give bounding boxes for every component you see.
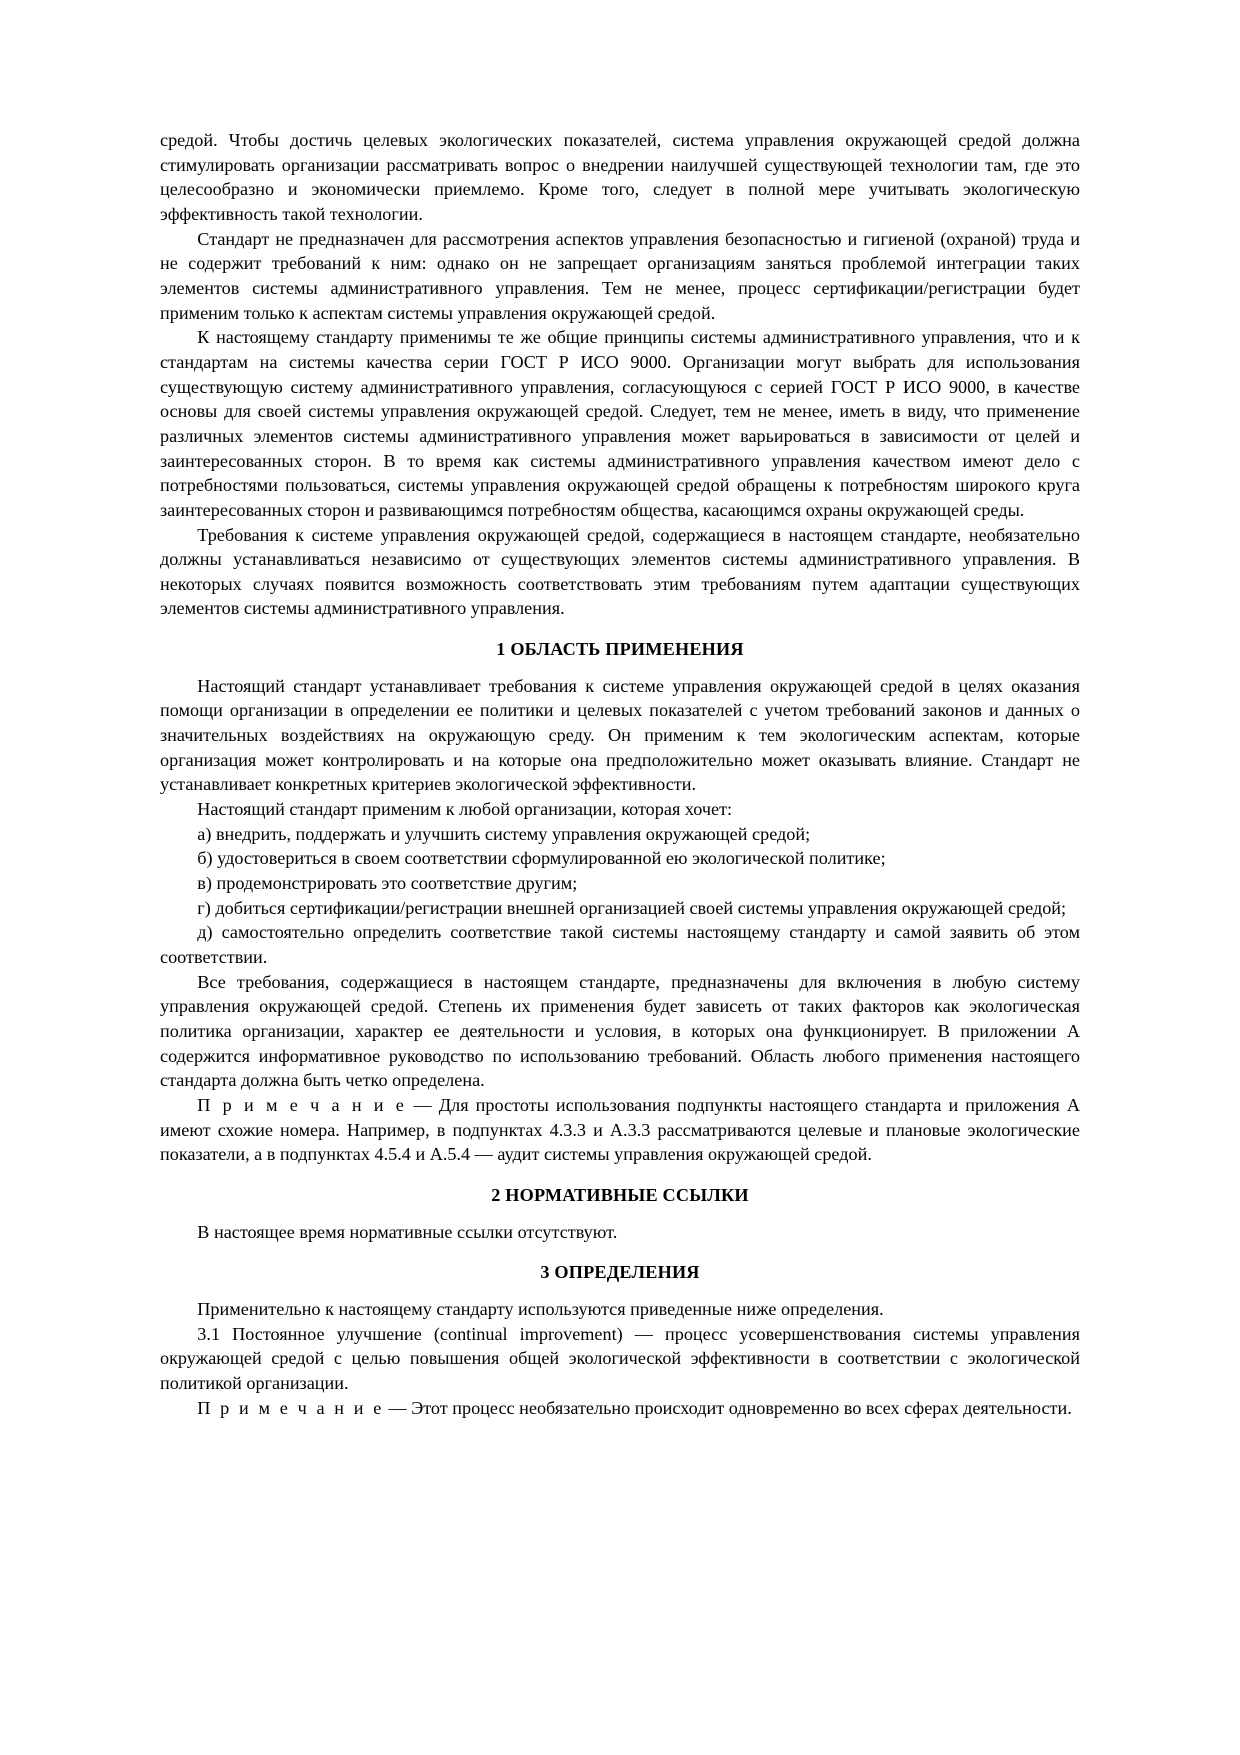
paragraph: К настоящему стандарту применимы те же общие принципы системы административного управления, что и к стандартам на системы качества серии ГОСТ Р ИСО 9000. Организации могут выбрать для использования существующую систему административного управления, согласующуюся с серией ГОСТ Р ИСО 9000, в качестве основы для своей системы управления окружающей средой. Следует, тем не менее, иметь в виду, что применение различных элементов системы административного управления может варьироваться в зависимости от целей и заинтересованных сторон. В то время как системы административного управления качеством имеют дело с потребностями пользоваться, системы управления окружающей средой обращены к потребностям широкого круга заинтересованных сторон и развивающимся потребностям общества, касающимся охраны окружающей среды. <box>160 327 1080 520</box>
document-body <box>160 128 1080 1420</box>
list-item: а) внедрить, поддержать и улучшить систему управления окружающей средой; <box>197 823 811 844</box>
section-heading-normative-refs: 2 НОРМАТИВНЫЕ ССЫЛКИ <box>491 1184 749 1205</box>
section-heading-definitions: 3 ОПРЕДЕЛЕНИЯ <box>540 1262 700 1283</box>
note-label: П р и м е ч а н и е <box>197 1397 384 1418</box>
paragraph: Настоящий стандарт устанавливает требования к системе управления окружающей средой в целях оказания помощи организации в определении ее политики и целевых показателей с учетом требований законов и данных о значительных воздействиях на окружающую среду. Он применим к тем экологическим аспектам, которые организация может контролировать и на которые она предположительно может оказывать влияние. Стандарт не устанавливает конкретных критериев экологической эффективности. <box>160 675 1080 795</box>
paragraph: 3.1 Постоянное улучшение (continual improvement) — процесс усовершенствования системы управления окружающей средой с целью повышения общей экологической эффективности в соответствии с экологической политикой организации. <box>160 1323 1080 1393</box>
list-item: в) продемонстрировать это соответствие другим; <box>197 873 578 894</box>
note-text: — Для простоты использования подпункты настоящего стандарта и приложения А имеют схожие номера. Например, в подпунктах 4.3.3 и А.3.3 рассматриваются целевые и плановые экологические показатели, а в подпунктах 4.5.4 и А.5.4 — аудит системы управления окружающей средой. <box>160 1094 1080 1165</box>
list-item: д) самостоятельно определить соответствие такой системы настоящему стандарту и самой заявить об этом соответствии. <box>160 922 1080 967</box>
paragraph: В настоящее время нормативные ссылки отсутствуют. <box>197 1221 618 1242</box>
note-text: — Этот процесс необязательно происходит одновременно во всех сферах деятельности. <box>383 1397 1072 1418</box>
section-heading-scope: 1 ОБЛАСТЬ ПРИМЕНЕНИЯ <box>496 639 744 660</box>
paragraph: Настоящий стандарт применим к любой организации, которая хочет: <box>197 799 733 820</box>
paragraph: Требования к системе управления окружающей средой, содержащиеся в настоящем стандарте, необязательно должны устанавливаться независимо от существующих элементов системы административного управления. В некоторых случаях появится возможность соответствовать этим требованиям путем адаптации существующих элементов системы административного управления. <box>160 524 1080 619</box>
paragraph: средой. Чтобы достичь целевых экологических показателей, система управления окружающей средой должна стимулировать организации рассматривать вопрос о внедрении наилучшей существующей технологии там, где это целесообразно и экономически приемлемо. Кроме того, следует в полной мере учитывать экологическую эффективность такой технологии. <box>160 130 1080 224</box>
note <box>160 1093 1080 1167</box>
note <box>160 1396 1080 1421</box>
paragraph: Стандарт не предназначен для рассмотрения аспектов управления безопасностью и гигиеной (охраной) труда и не содержит требований к ним: однако он не запрещает организациям заняться проблемой интеграции таких элементов системы административного управления. Тем не менее, процесс сертификации/регистрации будет применим только к аспектам системы управления окружающей средой. <box>160 228 1080 323</box>
paragraph: Все требования, содержащиеся в настоящем стандарте, предназначены для включения в любую систему управления окружающей средой. Степень их применения будет зависеть от таких факторов как экологическая политика организации, характер ее деятельности и условия, в которых она функционирует. В приложении А содержится информативное руководство по использованию требований. Область любого применения настоящего стандарта должна быть четко определена. <box>160 971 1080 1091</box>
paragraph: Применительно к настоящему стандарту используются приведенные ниже определения. <box>197 1298 884 1319</box>
list-item: г) добиться сертификации/регистрации внешней организацией своей системы управления окружающей средой; <box>197 897 1067 918</box>
list-item: б) удостовериться в своем соответствии сформулированной ею экологической политике; <box>197 848 886 869</box>
note-label: П р и м е ч а н и е <box>197 1094 407 1115</box>
